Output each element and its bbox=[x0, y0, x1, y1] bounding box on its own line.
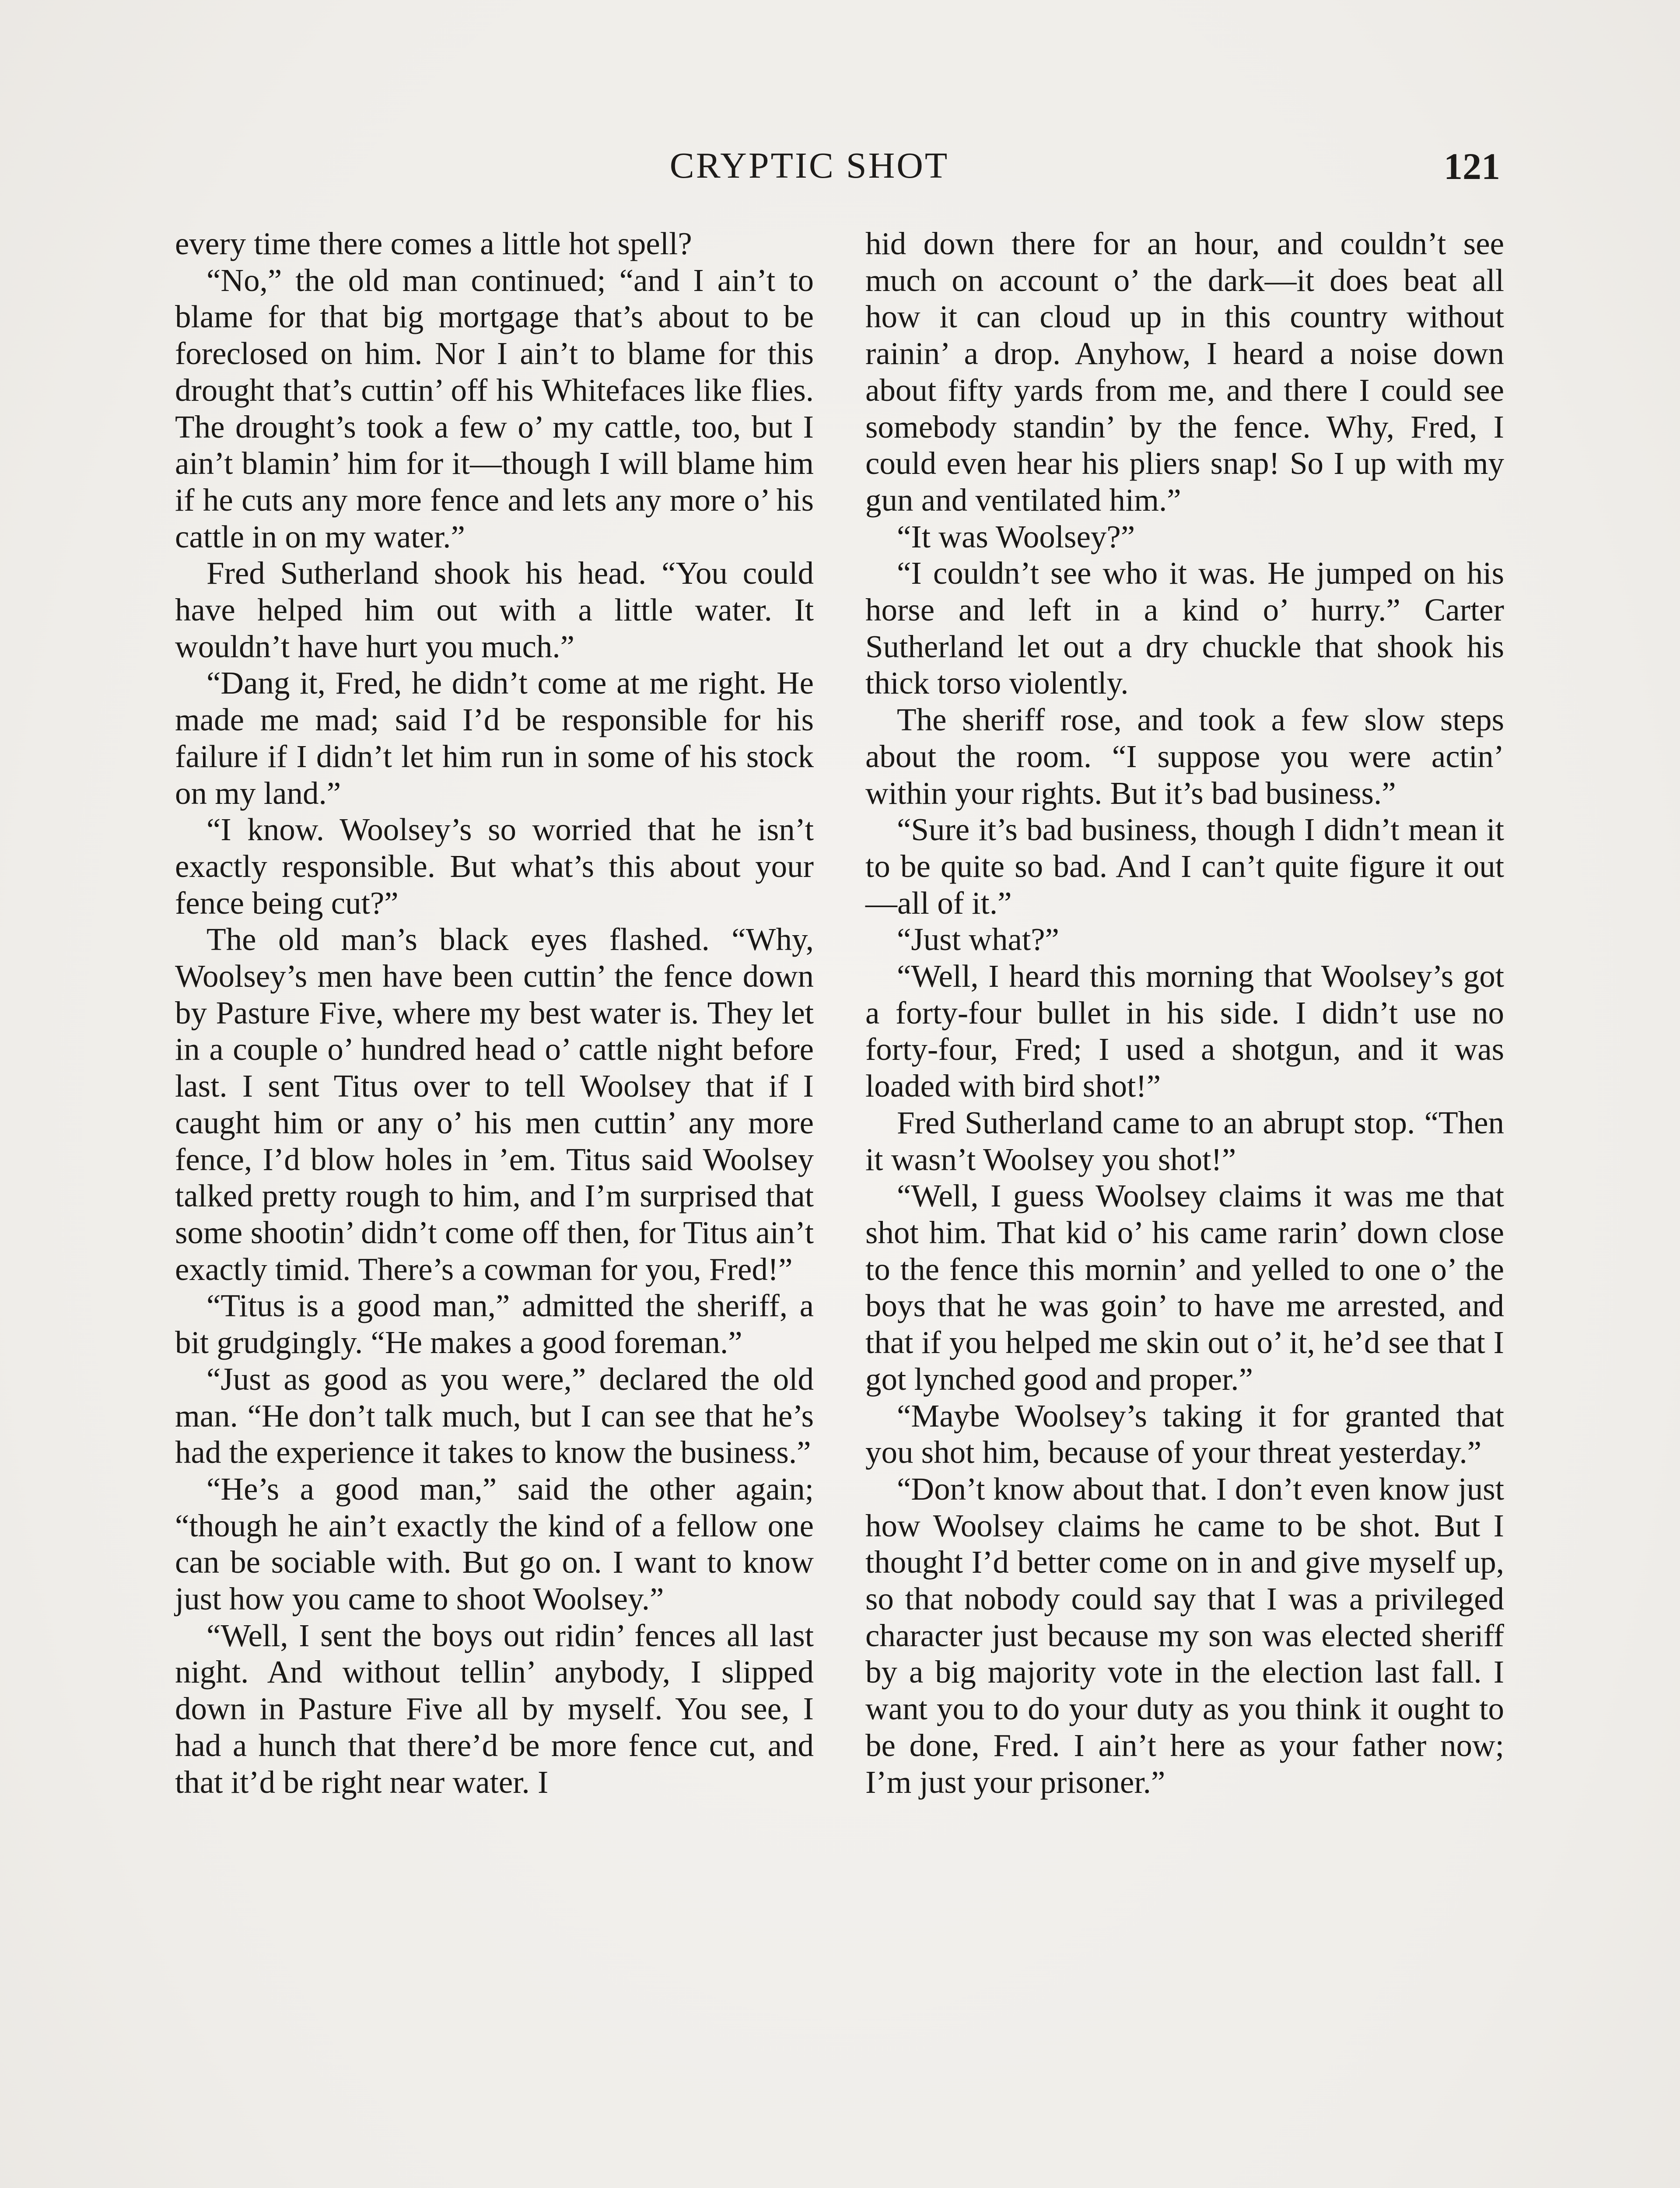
paragraph: The sheriff rose, and took a few slow steps about the room. “I suppose you were actin’ within your rights. But it’s bad business.” bbox=[865, 702, 1504, 811]
paragraph: every time there comes a little hot spell? bbox=[175, 226, 692, 261]
paragraph: The old man’s black eyes flashed. “Why, Woolsey’s men have been cuttin’ the fence down by Pasture Five, where my best water is. They let in a couple o’ hundred head o’ cattle night before last. I sent Titus over to tell Woolsey that if I caught him or any o’ his men cuttin’ any more fence, I’d blow holes in ’em. Titus said Woolsey talked pretty rough to him, and I’m surprised that some shootin’ didn’t come off then, for Titus ain’t exactly timid. There’s a cowman for you, Fred!” bbox=[175, 922, 814, 1287]
paragraph: “Titus is a good man,” admitted the sheriff, a bit grudgingly. “He makes a good foreman.” bbox=[175, 1288, 814, 1360]
paragraph: “It was Woolsey?” bbox=[897, 519, 1135, 554]
paragraph: “He’s a good man,” said the other again; “though he ain’t exactly the kind of a fellow one can be sociable with. But go on. I want to know just how you came to shoot Woolsey.” bbox=[175, 1471, 814, 1617]
paragraph: “I know. Woolsey’s so worried that he isn’t exactly responsible. But what’s this about your fence being cut?” bbox=[175, 812, 814, 921]
paragraph: “Just as good as you were,” declared the old man. “He don’t talk much, but I can see that he’s had the experience it takes to know the business.” bbox=[175, 1361, 814, 1470]
paragraph: “I couldn’t see who it was. He jumped on his horse and left in a kind o’ hurry.” Carter Sutherland let out a dry chuckle that shook his thick torso violently. bbox=[865, 555, 1504, 701]
page-number: 121 bbox=[1444, 145, 1500, 187]
paragraph: “Well, I sent the boys out ridin’ fences all last night. And without tellin’ anybody, I slipped down in Pasture Five all by myself. You see, I had a hunch that there’d be more fence cut, and that it’d be right near water. I bbox=[175, 1617, 814, 1800]
paragraph: “Just what?” bbox=[897, 922, 1059, 957]
paragraph: “Dang it, Fred, he didn’t come at me right. He made me mad; said I’d be responsible for his failure if I didn’t let him run in some of his stock on my land.” bbox=[175, 665, 814, 811]
paragraph: “Maybe Woolsey’s taking it for granted that you shot him, because of your threat yesterday.” bbox=[865, 1398, 1504, 1470]
paragraph: Fred Sutherland shook his head. “You could have helped him out with a little water. It wouldn’t have hurt you much.” bbox=[175, 555, 814, 664]
paragraph: “Well, I heard this morning that Woolsey’s got a forty-four bullet in his side. I didn’t use no forty-four, Fred; I used a shotgun, and it was loaded with bird shot!” bbox=[865, 958, 1504, 1104]
running-head bbox=[0, 144, 1680, 197]
right-column bbox=[865, 225, 1504, 1800]
paragraph: hid down there for an hour, and couldn’t see much on account o’ the dark—it does beat all how it can cloud up in this country without rainin’ a drop. Anyhow, I heard a noise down about fifty yards from me, and there I could see somebody standin’ by the fence. Why, Fred, I could even hear his pliers snap! So I up with my gun and ventilated him.” bbox=[865, 226, 1504, 518]
paragraph: “Well, I guess Woolsey claims it was me that shot him. That kid o’ his came rarin’ down close to the fence this mornin’ and yelled to one o’ the boys that he was goin’ to have me arrested, and that if you helped me skin out o’ it, he’d see that I got lynched good and proper.” bbox=[865, 1178, 1504, 1397]
paragraph: “Sure it’s bad business, though I didn’t mean it to be quite so bad. And I can’t quite figure it out—all of it.” bbox=[865, 812, 1504, 921]
paragraph: “No,” the old man continued; “and I ain’t to blame for that big mortgage that’s about to be foreclosed on him. Nor I ain’t to blame for this drought that’s cuttin’ off his Whitefaces like flies. The drought’s took a few o’ my cattle, too, but I ain’t blamin’ him for it—though I will blame him if he cuts any more fence and lets any more o’ his cattle in on my water.” bbox=[175, 262, 814, 554]
paragraph: “Don’t know about that. I don’t even know just how Woolsey claims he came to be shot. But I thought I’d better come on in and give myself up, so that nobody could say that I was a privileged character just because my son was elected sheriff by a big majority vote in the election last fall. I want you to do your duty as you think it ought to be done, Fred. I ain’t here as your father now; I’m just your prisoner.” bbox=[865, 1471, 1504, 1800]
paragraph: Fred Sutherland came to an abrupt stop. “Then it wasn’t Woolsey you shot!” bbox=[865, 1105, 1504, 1177]
left-column bbox=[175, 225, 814, 1800]
running-title: CRYPTIC SHOT bbox=[669, 145, 949, 186]
